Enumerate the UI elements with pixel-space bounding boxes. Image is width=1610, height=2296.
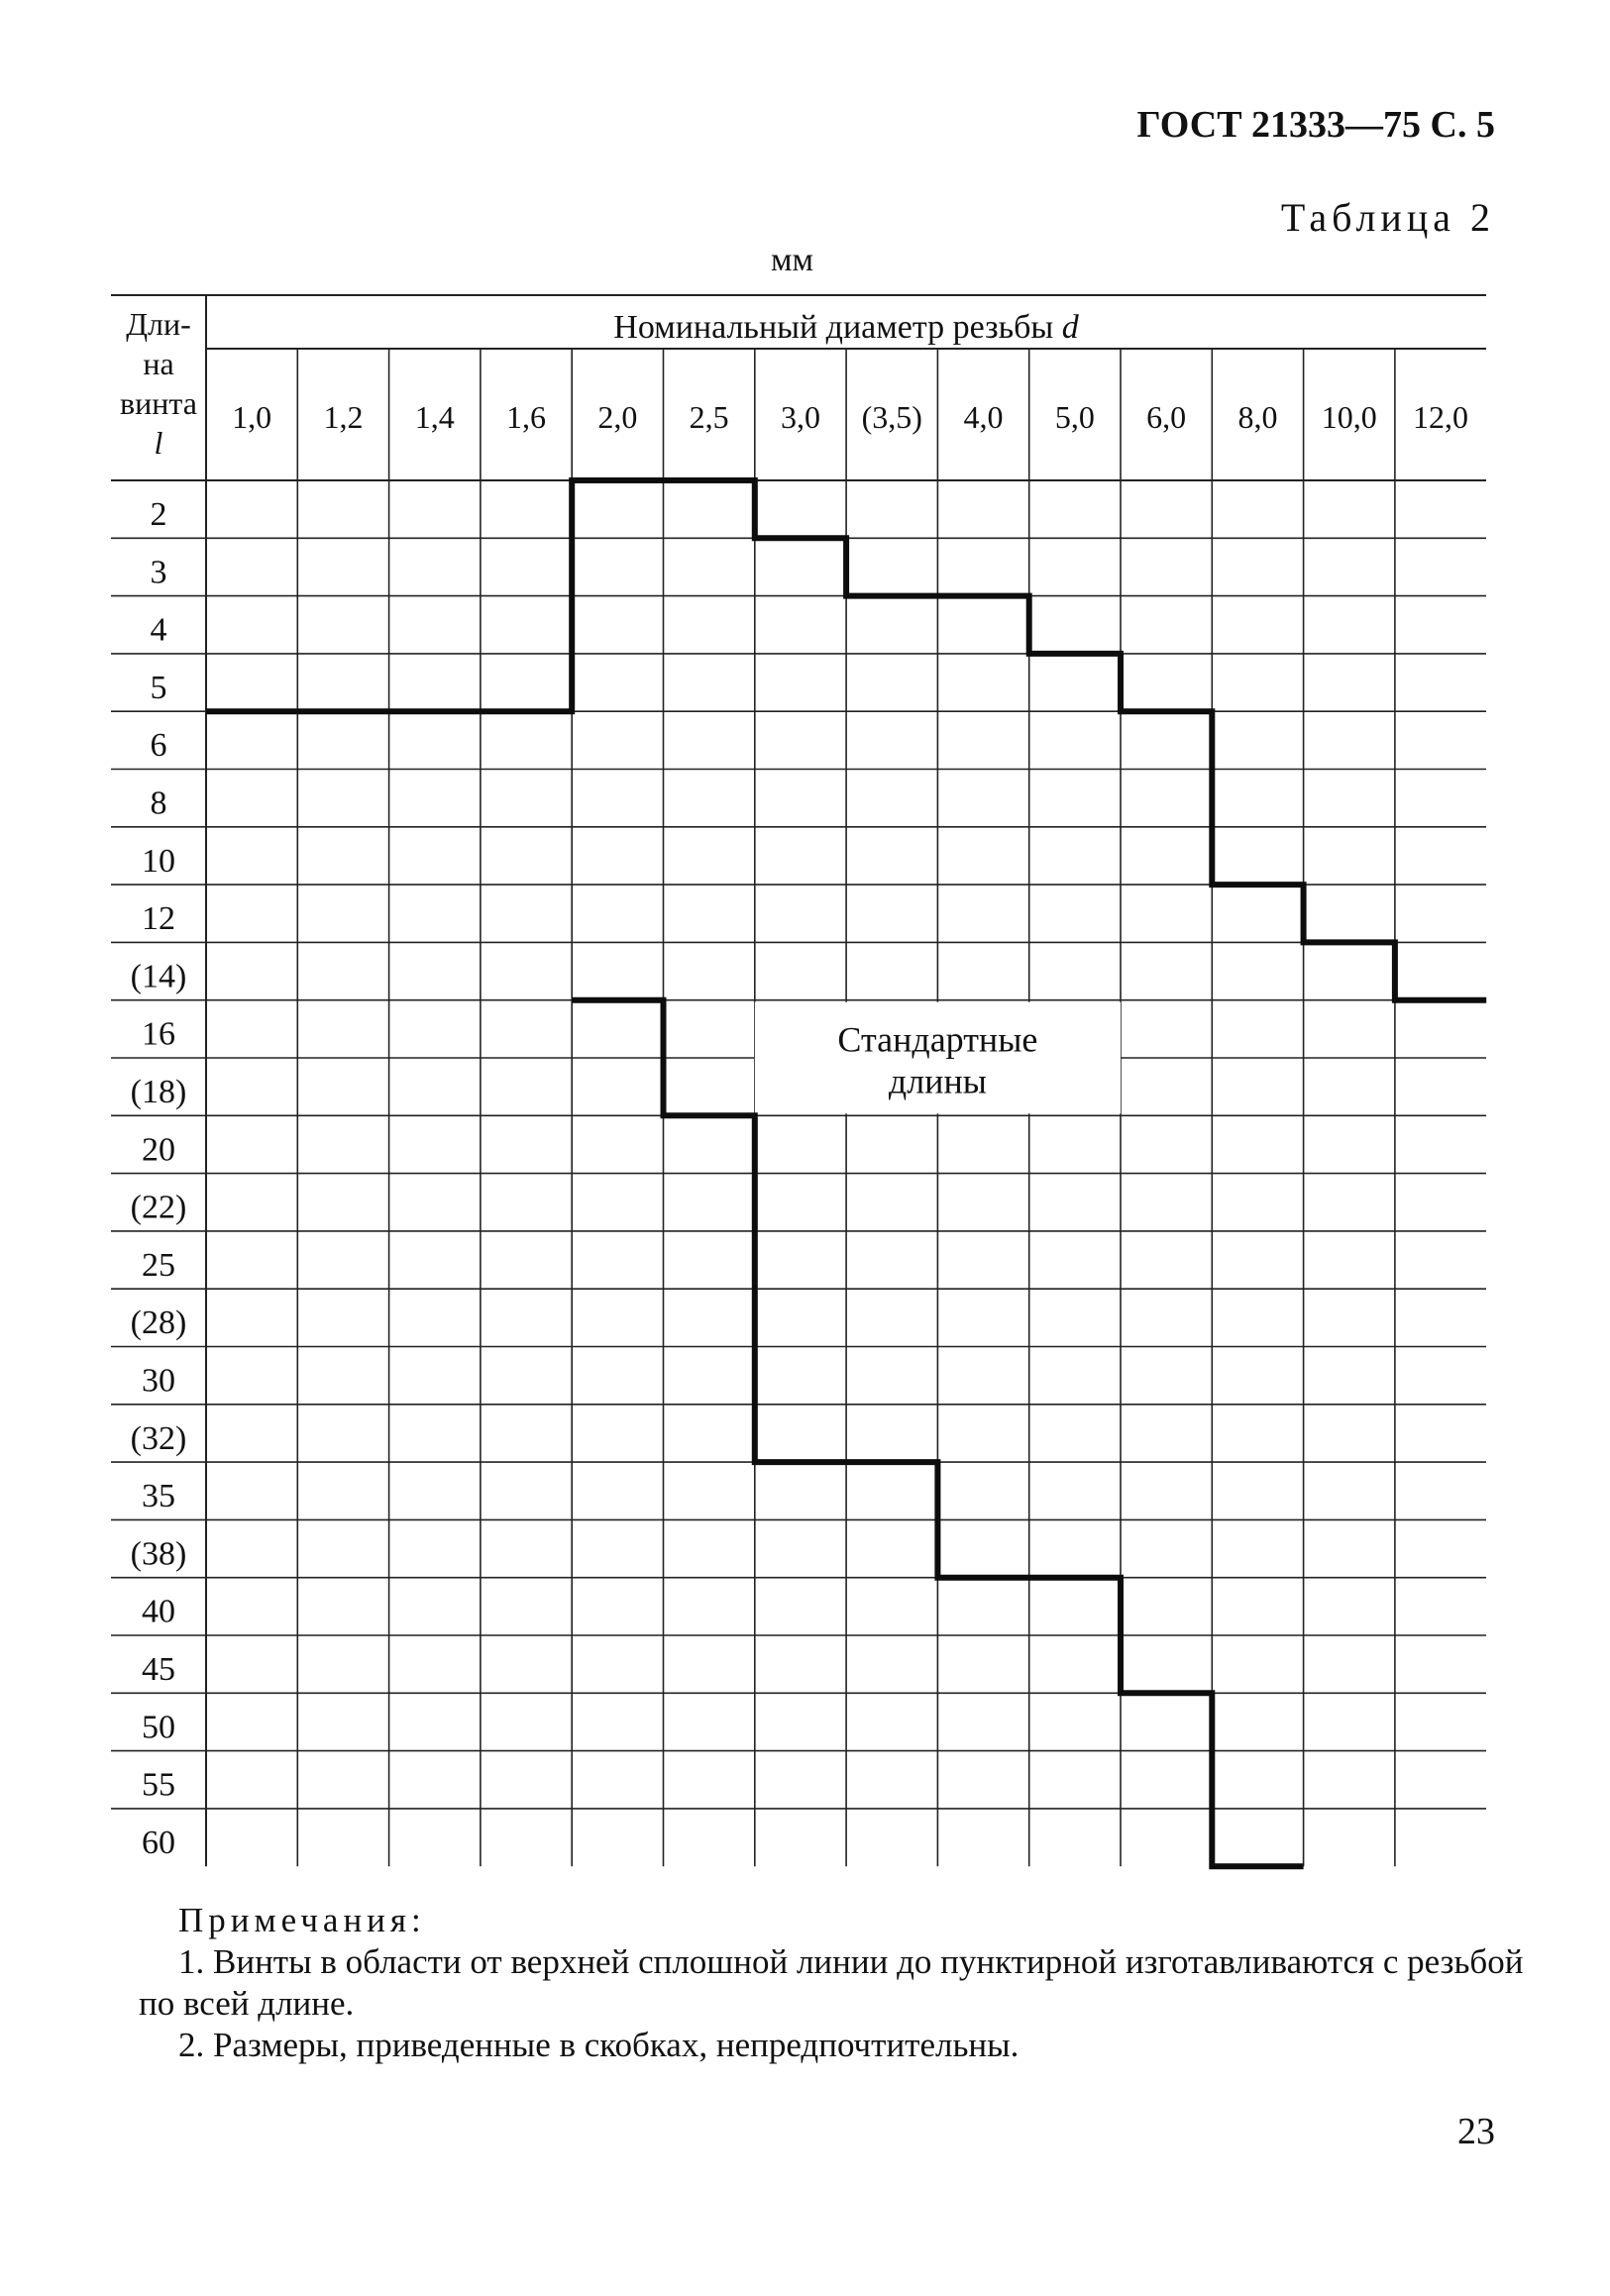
diameter-header: (3,5) [861, 399, 922, 435]
page-number: 23 [1457, 2111, 1495, 2152]
length-label: 45 [142, 1651, 175, 1688]
diameter-header: 2,0 [597, 399, 638, 435]
diameter-header: 3,0 [780, 399, 820, 435]
length-label: 16 [142, 1015, 175, 1053]
length-label: 4 [150, 611, 167, 649]
length-label: (18) [130, 1074, 187, 1110]
diameter-header: 8,0 [1237, 399, 1278, 435]
length-label: 30 [142, 1362, 175, 1400]
diameter-header: 12,0 [1413, 399, 1469, 435]
diameter-header: 4,0 [963, 399, 1004, 435]
length-label: (14) [130, 958, 187, 995]
notes-section [139, 1900, 1526, 2066]
length-label: 10 [142, 842, 175, 880]
length-label: 50 [142, 1709, 175, 1746]
length-label: 40 [142, 1593, 175, 1630]
length-label: 60 [142, 1824, 175, 1861]
table-label: Таблица 2 [1280, 195, 1495, 240]
unit-label: мм [771, 242, 814, 278]
note-item-1: 1. Винты в области от верхней сплошной линии до пунктирной изготавливаются с резьбой по всей длине. [139, 1942, 1524, 2023]
length-label: 55 [142, 1766, 175, 1804]
length-label: 20 [142, 1131, 175, 1169]
column-group-title: Номинальный диаметр резьбы d [613, 309, 1079, 346]
diameter-header: 10,0 [1321, 399, 1377, 435]
row-header-label: Дли- [126, 306, 191, 342]
length-label: (38) [130, 1535, 187, 1573]
diameter-header: 2,5 [689, 399, 729, 435]
diameter-header: 1,6 [506, 399, 547, 435]
diameter-header: 1,2 [323, 399, 364, 435]
length-label: 12 [142, 900, 175, 938]
row-header-label: на [143, 346, 174, 381]
length-label: (22) [130, 1189, 187, 1226]
diameter-header: 1,4 [414, 399, 455, 435]
length-label: 3 [150, 554, 167, 591]
length-label: 6 [150, 727, 167, 765]
region-label-line-1: Стандартные [837, 1019, 1038, 1060]
length-label: 25 [142, 1246, 175, 1284]
row-header-label: l [154, 425, 163, 461]
notes-title: Примечания: [178, 1901, 426, 1939]
row-header-label: винта [120, 385, 197, 421]
length-label: 5 [150, 669, 167, 706]
region-label-line-2: длины [888, 1061, 987, 1101]
length-label: (28) [130, 1305, 187, 1342]
diameter-header: 6,0 [1146, 399, 1187, 435]
diameter-header: 5,0 [1054, 399, 1095, 435]
length-label: 8 [150, 784, 167, 822]
length-label: (32) [130, 1419, 187, 1457]
document-header: ГОСТ 21333—75 С. 5 [1136, 104, 1495, 146]
length-label: 35 [142, 1478, 175, 1515]
note-item-2: 2. Размеры, приведенные в скобках, непредпочтительны. [178, 2026, 1020, 2064]
diameter-header: 1,0 [232, 399, 272, 435]
length-label: 2 [150, 496, 167, 533]
